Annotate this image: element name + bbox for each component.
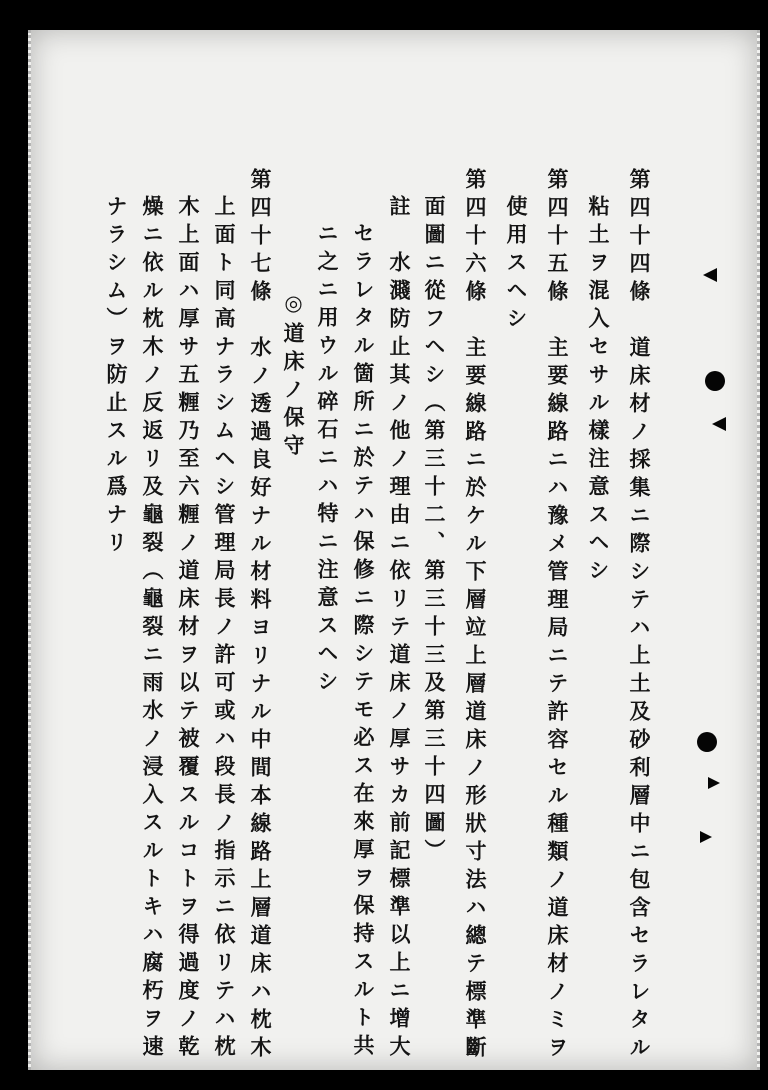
article-47-line-1: 第四十七條 水ノ透過良好ナル材料ヨリナル中間本線路上層道床ハ枕木 (248, 168, 273, 1064)
registration-mark-right-2 (700, 831, 712, 843)
section-heading-track-maintenance: ◎道床ノ保守 (281, 290, 306, 462)
article-47-line-2: 上面ト同高ナラシムヘシ管理局長ノ許可或ハ段長ノ指示ニ依リテハ枕 (212, 195, 237, 1063)
registration-mark-right-1 (708, 777, 720, 789)
article-47-line-4: 燥ニ依ル枕木ノ反返リ及龜裂（龜裂ニ雨水ノ浸入スルトキハ腐朽ヲ速 (140, 195, 165, 1063)
article-45-line-1: 第四十五條 主要線路ニハ豫メ管理局ニテ許容セル種類ノ道床材ノミヲ (545, 168, 570, 1064)
article-45-line-2: 使用スヘシ (504, 195, 529, 335)
note-line-1: 註 水濺防止其ノ他ノ理由ニ依リテ道床ノ厚サカ前記標準以上ニ增大 (387, 195, 412, 1063)
binder-hole-top (705, 371, 725, 391)
note-line-2: セラレタル箇所ニ於テハ保修ニ際シテモ必ス在來厚ヲ保持スルト共 (351, 222, 376, 1062)
article-47-line-3: 木上面ハ厚サ五糎乃至六糎ノ道床材ヲ以テ被覆スルコトヲ得過度ノ乾 (176, 195, 201, 1063)
registration-mark-left-2 (712, 417, 726, 431)
binder-hole-bottom (697, 732, 717, 752)
note-line-3: ニ之ニ用ウル碎石ニハ特ニ注意スヘシ (315, 222, 340, 698)
article-44-line-2: 粘土ヲ混入セサル樣注意スヘシ (586, 195, 611, 587)
article-46-line-1: 第四十六條 主要線路ニ於ケル下層竝上層道床ノ形狀寸法ハ總テ標準斷 (463, 168, 488, 1064)
registration-mark-left-1 (703, 268, 717, 282)
article-47-line-5: ナラシム）ヲ防止スル爲ナリ (104, 195, 129, 559)
article-44-line-1: 第四十四條 道床材ノ採集ニ際シテハ上土及砂利層中ニ包含セラレタル (627, 168, 652, 1064)
article-46-line-2: 面圖ニ從フヘシ（第三十二、第三十三及第三十四圖） (422, 195, 447, 867)
